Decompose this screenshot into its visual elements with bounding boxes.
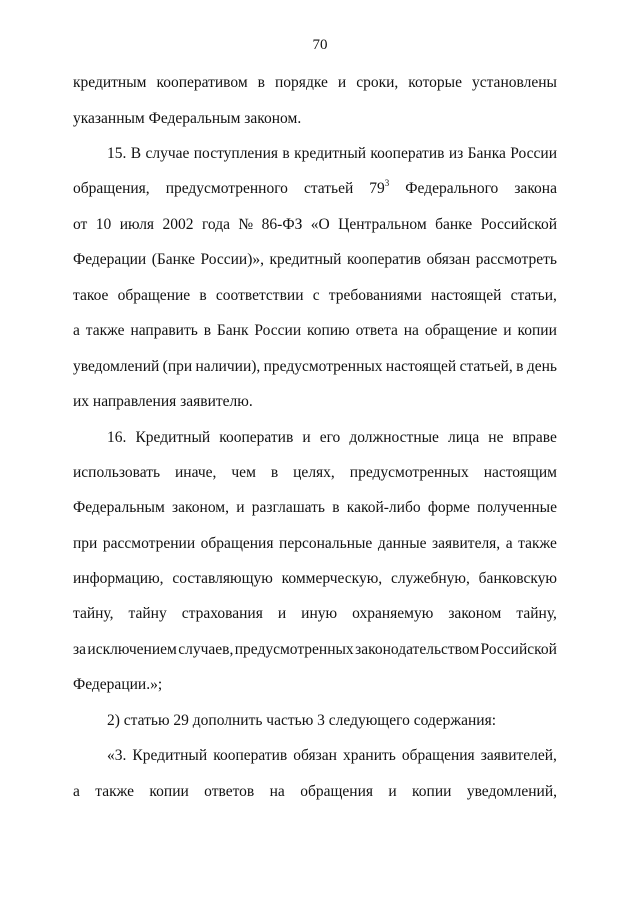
word: настоящим: [483, 464, 557, 481]
word: уведомлений: [73, 358, 160, 375]
word: обращения,: [73, 180, 150, 197]
word: должностные: [349, 429, 439, 446]
word: «О: [310, 216, 330, 233]
text-line: [73, 73, 557, 93]
word: банке: [435, 216, 473, 233]
text-line: [73, 463, 557, 483]
text-line: [73, 604, 557, 624]
word: направить: [130, 322, 198, 339]
word: обращение: [117, 287, 191, 304]
word: предусмотренных: [263, 358, 383, 375]
word: законодательством: [355, 641, 480, 658]
text-line: [73, 250, 557, 270]
word: уведомлений,: [466, 783, 557, 800]
word: порядке: [275, 74, 328, 91]
word: закона: [514, 180, 557, 197]
word: Центральном: [338, 216, 427, 233]
word: страхования: [181, 605, 263, 622]
word: обращения: [200, 535, 274, 552]
text-line: [73, 215, 557, 235]
word: статьей,: [459, 358, 513, 375]
word: ответа: [355, 322, 398, 339]
word: рассмотреть: [475, 251, 557, 268]
word: Банка: [467, 145, 506, 162]
word: в: [332, 499, 340, 516]
word: обязан: [293, 747, 337, 764]
word: Кредитный: [135, 429, 211, 446]
superscript: 3: [384, 178, 390, 188]
word: и: [277, 605, 287, 622]
text-line: [73, 357, 557, 377]
word: №: [238, 216, 254, 233]
word: день: [526, 358, 557, 375]
word: 2002: [162, 216, 194, 233]
word: полученные: [477, 499, 557, 516]
word: «3.: [107, 747, 127, 764]
word: банковскую: [478, 570, 557, 587]
word: (при: [162, 358, 193, 375]
word: составляющую: [172, 570, 273, 587]
word: с: [312, 287, 320, 304]
word-with-superscript: [369, 179, 389, 199]
text-line: [107, 428, 557, 448]
word: России)»,: [200, 251, 265, 268]
word: настоящей: [431, 287, 502, 304]
text-line: [73, 179, 557, 199]
word: иначе,: [175, 464, 217, 481]
word: кредитным: [73, 74, 147, 91]
word: разглашать: [251, 499, 325, 516]
text-line: [73, 640, 557, 660]
word: чем: [231, 464, 256, 481]
word: при: [73, 535, 98, 552]
word: случаев,: [178, 641, 234, 658]
word: тайну: [128, 605, 167, 622]
word: и: [236, 499, 245, 516]
word: также: [95, 783, 135, 800]
word: обращение: [424, 322, 498, 339]
word: в: [199, 287, 207, 304]
word: кооператив: [346, 251, 422, 268]
text-line: 2) статью 29 дополнить частью 3 следующего содержания:: [107, 712, 497, 729]
word: России: [254, 322, 302, 339]
word: и: [503, 322, 512, 339]
text-line: [73, 782, 557, 802]
word: а: [505, 535, 513, 552]
word: также: [518, 535, 557, 552]
word: коммерческую,: [281, 570, 383, 587]
page-number: 70: [312, 37, 328, 53]
text-line: [73, 286, 557, 306]
word: кредитный: [269, 251, 342, 268]
word: и: [388, 783, 397, 800]
word: копии: [412, 783, 452, 800]
text-line: [107, 746, 557, 766]
text-line: [73, 498, 557, 518]
word: на: [403, 322, 419, 339]
word: форме: [427, 499, 470, 516]
word: копии: [517, 322, 557, 339]
word: его: [319, 429, 341, 446]
word: данные: [377, 535, 427, 552]
word: кооператив: [219, 429, 294, 446]
word: кооператив: [370, 145, 445, 162]
word: охраняемую: [352, 605, 434, 622]
word: персональные: [279, 535, 373, 552]
word: законом: [448, 605, 502, 622]
word: иную: [301, 605, 338, 622]
word: предусмотренных: [349, 464, 469, 481]
word: копии: [149, 783, 189, 800]
word: поступления: [193, 145, 279, 162]
word: Федерации: [73, 251, 147, 268]
word: также: [85, 322, 125, 339]
word: ответов: [204, 783, 255, 800]
word: использовать: [73, 464, 161, 481]
word: статьи,: [510, 287, 557, 304]
word: исключением: [87, 641, 177, 658]
word: предусмотренных: [234, 641, 354, 658]
text-line: [107, 144, 557, 164]
text-line: [73, 534, 557, 554]
word: предусмотренного: [165, 180, 288, 197]
word: кооператив: [213, 747, 288, 764]
text-line: Федерации.»;: [73, 676, 163, 693]
word: заявителей,: [480, 747, 557, 764]
word: года: [201, 216, 230, 233]
word: заявителя,: [432, 535, 501, 552]
word: случае: [145, 145, 190, 162]
word: обращения: [401, 747, 475, 764]
word: кредитный: [294, 145, 367, 162]
word: в: [257, 74, 265, 91]
word: и: [302, 429, 311, 446]
word: России: [510, 145, 557, 162]
word: законом,: [172, 499, 229, 516]
word: Российской: [480, 641, 557, 658]
word: а: [73, 322, 80, 339]
word: настоящей: [385, 358, 457, 375]
text-line: указанным Федеральным законом.: [73, 110, 302, 127]
word: обязан: [426, 251, 471, 268]
word: от: [73, 216, 88, 233]
word: рассмотрении: [102, 535, 196, 552]
word: которые: [408, 74, 462, 91]
word: Банк: [216, 322, 249, 339]
word: сроки,: [356, 74, 399, 91]
word: Кредитный: [132, 747, 208, 764]
word: 10: [95, 216, 112, 233]
word: какой-либо: [346, 499, 421, 516]
word: на: [269, 783, 285, 800]
word: июля: [119, 216, 155, 233]
word: в: [516, 358, 524, 375]
word: лица: [448, 429, 480, 446]
word: копию: [307, 322, 350, 339]
word: тайну,: [73, 605, 114, 622]
word: в: [203, 322, 212, 339]
text-line: [73, 569, 557, 589]
word: требованиями: [328, 287, 422, 304]
word: установлены: [471, 74, 557, 91]
word: и: [337, 74, 347, 91]
word: наличии),: [195, 358, 261, 375]
word: служебную,: [390, 570, 470, 587]
word: в: [270, 464, 279, 481]
word: хранить: [343, 747, 396, 764]
word: а: [73, 783, 80, 800]
word: 15.: [107, 145, 127, 162]
word: тайну,: [516, 605, 557, 622]
word: Российской: [480, 216, 557, 233]
word: 16.: [107, 429, 127, 446]
word: Федерального: [405, 180, 499, 197]
word: такое: [73, 287, 109, 304]
text-line: их направления заявителю.: [73, 393, 253, 410]
word: не: [488, 429, 504, 446]
word: за: [73, 641, 87, 658]
word: статьей: [303, 180, 354, 197]
word: обращения: [300, 783, 373, 800]
word: целях,: [293, 464, 335, 481]
word: 86-ФЗ: [261, 216, 303, 233]
word: вправе: [512, 429, 557, 446]
word: 79: [369, 180, 385, 197]
word: Федеральным: [73, 499, 165, 516]
word: (Банке: [151, 251, 195, 268]
word: из: [448, 145, 464, 162]
word: информацию,: [73, 570, 164, 587]
word: в: [282, 145, 290, 162]
word: соответствии: [215, 287, 304, 304]
text-line: [73, 321, 557, 341]
word: кооперативом: [156, 74, 248, 91]
word: В: [130, 145, 142, 162]
